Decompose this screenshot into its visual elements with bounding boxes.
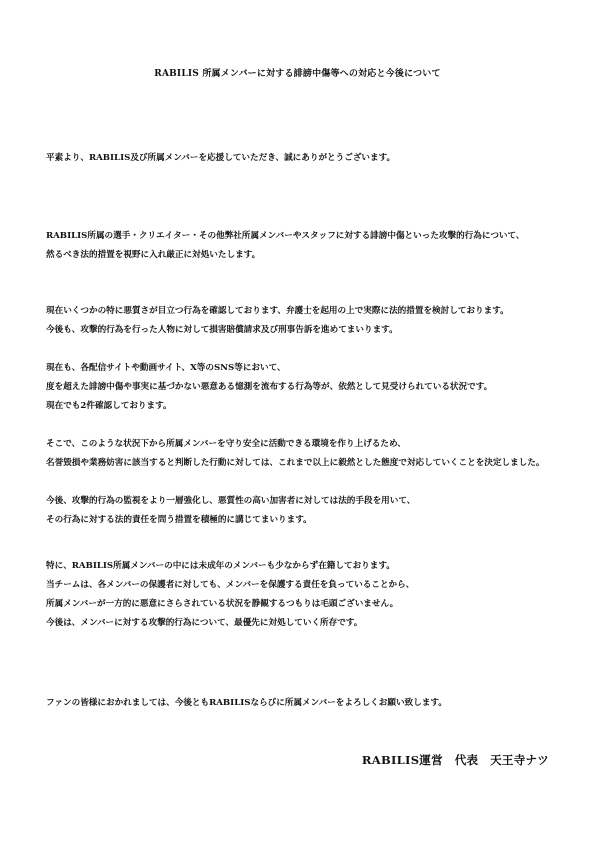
- paragraph-line: 名誉毀損や業務妨害に該当すると判断した行動に対しては、これまで以上に毅然とした態度で対応していくことを決定しました。: [46, 458, 545, 468]
- paragraph-line: 現在いくつかの特に悪質さが目立つ行為を確認しております、弁護士を起用の上で実際に法的措置を検討しております。: [46, 306, 509, 316]
- paragraph-line: 特に、RABILIS所属メンバーの中には未成年のメンバーも少なからず在籍しております。: [46, 561, 395, 571]
- paragraph-line: そこで、このような状況下から所属メンバーを守り安全に活動できる環境を作り上げるため、: [46, 439, 406, 449]
- paragraph-line: 度を超えた誹謗中傷や事実に基づかない悪意ある憶測を流布する行為等が、依然として見受けられている状況です。: [46, 382, 493, 392]
- paragraph-minors: [46, 557, 566, 633]
- paragraph-line: 今後は、メンバーに対する攻撃的行為について、最優先に対処していく所存です。: [46, 618, 363, 628]
- paragraph-line: 今後、攻撃的行為の監視をより一層強化し、悪質性の高い加害者に対しては法的手段を用いて、: [46, 496, 416, 506]
- paragraph-decision: [46, 435, 566, 473]
- paragraph-monitoring: [46, 492, 566, 530]
- paragraph-line: 然るべき法的措置を視野に入れ厳正に対処いたします。: [46, 250, 261, 260]
- paragraph-current-action: [46, 302, 566, 340]
- paragraph-line: 所属メンバーが一方的に悪意にさらされている状況を静観するつもりは毛頭ございません。: [46, 599, 399, 609]
- paragraph-policy: [46, 227, 566, 265]
- paragraph-line: その行為に対する法的責任を問う措置を積極的に講じてまいります。: [46, 515, 312, 525]
- paragraph-line: 現在も、各配信サイトや動画サイト、X等のSNS等において、: [46, 363, 286, 373]
- paragraph-line: RABILIS所属の選手・クリエイター・その他弊社所属メンバーやスタッフに対する誹謗中傷といった攻撃的行為について、: [46, 231, 525, 241]
- paragraph-greeting: [46, 149, 566, 168]
- document-title: RABILIS 所属メンバーに対する誹謗中傷等への対応と今後について: [154, 69, 441, 79]
- paragraph-line: ファンの皆様におかれましては、今後ともRABILISならびに所属メンバーをよろしくお願い致します。: [46, 698, 447, 708]
- paragraph-line: 当チームは、各メンバーの保護者に対しても、メンバーを保護する責任を負っていることから、: [46, 580, 415, 590]
- paragraph-closing: [46, 694, 566, 713]
- paragraph-line: 平素より、RABILIS及び所属メンバーを応援していただき、誠にありがとうございます。: [46, 153, 396, 163]
- paragraph-line: 現在でも2件確認しております。: [46, 401, 172, 411]
- signature: RABILIS運営 代表 天王寺ナツ: [361, 753, 549, 767]
- paragraph-situation: [46, 359, 566, 416]
- paragraph-line: 今後も、攻撃的行為を行った人物に対して損害賠償請求及び刑事告訴を進めてまいります。: [46, 325, 398, 335]
